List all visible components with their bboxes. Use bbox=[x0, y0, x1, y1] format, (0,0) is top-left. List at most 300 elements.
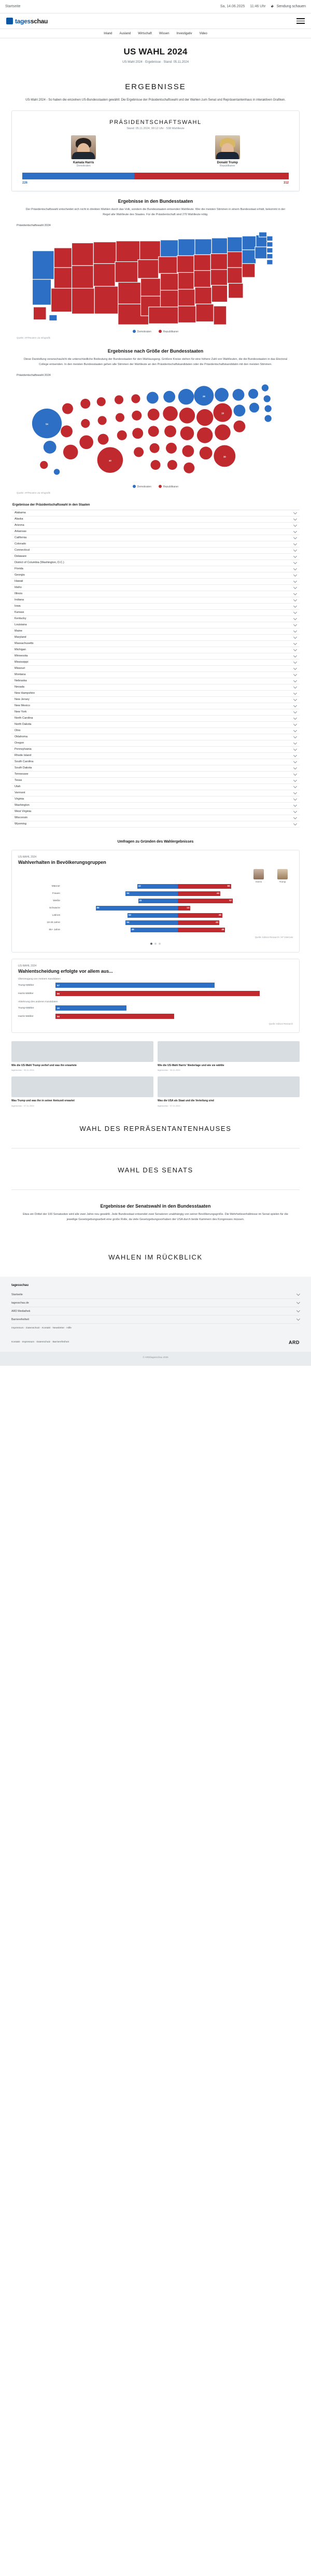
state-accordion-item[interactable] bbox=[11, 585, 300, 591]
chevron-down-icon bbox=[293, 666, 297, 670]
state-accordion-item[interactable] bbox=[11, 684, 300, 691]
teaser-1-title: Wie die US-Wahl Trump verlief und was ihn erwartete bbox=[11, 1063, 77, 1067]
teaser-2[interactable] bbox=[158, 1041, 300, 1072]
footer-row[interactable] bbox=[11, 1315, 300, 1324]
main-navigation bbox=[0, 29, 311, 38]
state-accordion-label: New York bbox=[15, 710, 27, 714]
chevron-down-icon bbox=[296, 1317, 300, 1321]
state-accordion-item[interactable] bbox=[11, 572, 300, 579]
poll-bar-harris bbox=[125, 920, 178, 925]
poll2-kicker: US-WAHL 2024 bbox=[18, 964, 37, 968]
state-accordion-item[interactable] bbox=[11, 809, 300, 815]
state-accordion-item[interactable] bbox=[11, 610, 300, 616]
chevron-down-icon bbox=[293, 716, 297, 720]
state-accordion-label: Washington bbox=[15, 804, 30, 807]
state-accordion-label: Georgia bbox=[15, 573, 25, 577]
teaser-4[interactable] bbox=[158, 1076, 300, 1107]
poll-value-trump: 55 bbox=[227, 885, 230, 888]
poll-row-track bbox=[63, 928, 293, 932]
poll1-candidate-heads bbox=[18, 869, 293, 883]
polls-title: Umfragen zu Gründen des Wahlergebnisses bbox=[117, 839, 194, 844]
hero-kicker: US-Wahl 2024 · Ergebnisse · Stand: 05.11.2024 bbox=[122, 61, 189, 64]
nav-item-inland[interactable]: Inland bbox=[104, 32, 112, 35]
chevron-down-icon bbox=[293, 542, 297, 545]
divider-2 bbox=[11, 1189, 300, 1190]
teaser-3-title: Was Trump und was ihn in seiner Amtszeit erwartet bbox=[11, 1099, 75, 1103]
review-title: WAHLEN IM RÜCKBLICK bbox=[108, 1253, 203, 1262]
chevron-down-icon bbox=[293, 747, 297, 751]
chevron-down-icon bbox=[293, 617, 297, 620]
chevron-down-icon bbox=[293, 809, 297, 813]
poll-row-label: Weiße bbox=[53, 900, 60, 903]
state-accordion-item[interactable] bbox=[11, 635, 300, 641]
chevron-down-icon bbox=[293, 704, 297, 707]
poll-row-track bbox=[63, 891, 293, 896]
state-accordion-item[interactable] bbox=[11, 753, 300, 759]
poll-motivation-row bbox=[18, 1005, 293, 1011]
chevron-down-icon bbox=[293, 722, 297, 726]
poll-value-harris: 54 bbox=[126, 892, 130, 895]
teaser-2-thumb bbox=[158, 1041, 300, 1062]
state-accordion-label: Arkansas bbox=[15, 530, 26, 534]
poll-row-track bbox=[63, 920, 293, 925]
poll-bar-trump bbox=[178, 928, 225, 932]
state-accordion-label: Nebraska bbox=[15, 679, 27, 683]
carousel-dot-2[interactable] bbox=[154, 943, 157, 945]
chevron-down-icon bbox=[293, 803, 297, 807]
state-accordion-item[interactable] bbox=[11, 765, 300, 772]
cartogram-svg bbox=[15, 378, 296, 482]
teaser-2-meta: tagesschau · 06.11.2024 bbox=[158, 1069, 180, 1072]
state-accordion-item[interactable] bbox=[11, 647, 300, 653]
harris-name: Kamala Harris bbox=[73, 161, 94, 164]
state-accordion-item[interactable] bbox=[11, 591, 300, 597]
trump-portrait bbox=[215, 135, 240, 159]
map2-paragraph: Diese Darstellung veranschaulicht die unterschiedliche Bedeutung der Bundesstaaten für den Wahlausgang. Größere Kreise stehen für eine höhere Zahl von Wahlleuten, die die Bundesstaaten in das Electoral College entsenden. In den meisten Bundesstaaten gehen alle Stimmen der Wahlleute an den Präsidentschaftskandidaten oder die Präsidentschaftskandidatin mit den meisten Stimmen. bbox=[23, 357, 288, 367]
electoral-values bbox=[22, 181, 289, 185]
state-accordion-item[interactable] bbox=[11, 728, 300, 734]
poll2-rows bbox=[18, 978, 293, 1019]
chevron-down-icon bbox=[293, 610, 297, 614]
senate-results-section bbox=[0, 1203, 311, 1223]
poll-demographic-row bbox=[18, 884, 293, 889]
poll-bar-harris bbox=[125, 891, 178, 896]
state-accordion-item[interactable] bbox=[11, 747, 300, 753]
state-accordion-item[interactable] bbox=[11, 709, 300, 716]
chevron-down-icon bbox=[293, 536, 297, 539]
chevron-down-icon bbox=[293, 697, 297, 701]
chevron-down-icon bbox=[293, 604, 297, 608]
poll-bar-harris bbox=[96, 906, 178, 911]
chevron-down-icon bbox=[293, 548, 297, 552]
poll-value-harris: 42 bbox=[138, 885, 141, 888]
teaser-3[interactable] bbox=[11, 1076, 153, 1107]
us-bubble-cartogram[interactable] bbox=[15, 378, 296, 482]
state-accordion-item[interactable] bbox=[11, 523, 300, 529]
poll1-note: Quelle: Edison Research / AP VoteCast bbox=[255, 935, 293, 939]
map1-source: Quelle: AP/Reuters via Infografik bbox=[17, 336, 51, 339]
state-accordion-item[interactable] bbox=[11, 740, 300, 747]
nav-item-wissen[interactable]: Wissen bbox=[159, 32, 169, 35]
state-accordion-label: Minnesota bbox=[15, 654, 28, 658]
poll-motivation-row bbox=[18, 991, 293, 997]
chevron-down-icon bbox=[293, 567, 297, 570]
results-title: ERGEBNISSE bbox=[125, 82, 186, 91]
state-accordion-label: South Dakota bbox=[15, 766, 32, 770]
teaser-3-thumb bbox=[11, 1076, 153, 1097]
state-accordion-label: Arizona bbox=[15, 524, 24, 527]
svg-text:54: 54 bbox=[46, 423, 48, 426]
footer-row-label: Startseite bbox=[11, 1293, 23, 1296]
state-accordion-item[interactable] bbox=[11, 579, 300, 585]
topbar-sound-label: Sendung schauen bbox=[276, 5, 306, 8]
poll-motivation-track bbox=[55, 1014, 293, 1019]
state-accordion-item[interactable] bbox=[11, 672, 300, 678]
poll-motivation-label: Harris-Wähler bbox=[18, 992, 34, 995]
legend2-democrat: Demokraten bbox=[133, 485, 151, 488]
state-accordion-label: Louisiana bbox=[15, 623, 27, 627]
poll-value-trump: 44 bbox=[217, 892, 220, 895]
poll-section-label: Ablehnung des anderen Kandidaten bbox=[18, 1000, 58, 1003]
state-accordion-label: Alaska bbox=[15, 517, 23, 521]
state-accordion-item[interactable] bbox=[11, 641, 300, 647]
poll-row-label: Frauen bbox=[52, 892, 60, 895]
news-teaser-row-1 bbox=[11, 1041, 300, 1072]
state-accordion-label: Illinois bbox=[15, 592, 23, 596]
teaser-1[interactable] bbox=[11, 1041, 153, 1072]
results-lead: US-Wahl 2024 - So haben die einzelnen US-Bundesstaaten gewählt: Die Ergebnisse der Präsidentschaftswahl und der Wahlen zum Senat und Repräsentantenhaus in interaktiven Grafiken. bbox=[25, 99, 286, 102]
teaser-1-thumb bbox=[11, 1041, 153, 1062]
poll-card-motivation bbox=[11, 959, 300, 1033]
poll-value-trump: 13 bbox=[187, 906, 190, 909]
state-accordion-item[interactable] bbox=[11, 516, 300, 523]
teaser-1-meta: tagesschau · 06.11.2024 bbox=[11, 1069, 34, 1072]
chevron-down-icon bbox=[293, 660, 297, 664]
state-accordion-label: Kentucky bbox=[15, 617, 26, 621]
teaser-4-meta: tagesschau · 07.11.2024 bbox=[158, 1104, 180, 1107]
footer-row-label: tagesschau.de bbox=[11, 1301, 29, 1305]
state-accordion-item[interactable] bbox=[11, 597, 300, 604]
state-accordion-label: Tennessee bbox=[15, 773, 29, 776]
poll-value-harris: 49 bbox=[131, 928, 134, 931]
brand-logo[interactable] bbox=[6, 18, 48, 25]
state-accordion-item[interactable] bbox=[11, 759, 300, 765]
nav-item-investigativ[interactable]: Investigativ bbox=[176, 32, 192, 35]
state-accordion-label: Connecticut bbox=[15, 549, 30, 552]
poll2-heading: Wahlentscheidung erfolgte vor allem aus... bbox=[18, 968, 113, 974]
nav-item-ausland[interactable]: Ausland bbox=[119, 32, 131, 35]
teaser-4-title: Was die USA als Staat und die Verteilung sind bbox=[158, 1099, 214, 1103]
state-accordion-item[interactable] bbox=[11, 510, 300, 516]
state-accordion-label: Maryland bbox=[15, 636, 26, 639]
chevron-down-icon bbox=[293, 685, 297, 689]
legend2-republican: Republikaner bbox=[159, 485, 178, 488]
poll-bar-trump bbox=[178, 906, 190, 911]
footer-rows bbox=[11, 1291, 300, 1324]
chevron-down-icon bbox=[293, 729, 297, 732]
brand-text bbox=[15, 18, 48, 25]
harris-portrait bbox=[71, 135, 96, 159]
chevron-down-icon bbox=[293, 791, 297, 794]
footer-row[interactable] bbox=[11, 1291, 300, 1299]
map1-section-label: Präsidentschaftswahl 2024 bbox=[17, 223, 51, 227]
poll-row-label: 65+ Jahre bbox=[49, 929, 60, 932]
state-accordion-label: District of Columbia (Washington, D.C.) bbox=[15, 561, 64, 565]
poll1-head-trump: Trump bbox=[277, 869, 288, 883]
state-accordion-item[interactable] bbox=[11, 566, 300, 572]
map2-legend bbox=[15, 485, 296, 488]
chevron-down-icon bbox=[293, 517, 297, 521]
map1-heading: Ergebnisse in den Bundesstaaten bbox=[118, 198, 193, 204]
chevron-down-icon bbox=[293, 654, 297, 657]
state-accordion-item[interactable] bbox=[11, 691, 300, 697]
state-accordion-item[interactable] bbox=[11, 734, 300, 740]
senate-results-heading: Ergebnisse der Senatswahl in den Bundesstaaten bbox=[100, 1203, 211, 1209]
house-title: WAHL DES REPRÄSENTANTENHAUSES bbox=[79, 1124, 232, 1132]
state-accordion-item[interactable] bbox=[11, 678, 300, 684]
svg-text:19: 19 bbox=[221, 412, 224, 415]
chevron-down-icon bbox=[293, 741, 297, 745]
footer-row[interactable] bbox=[11, 1299, 300, 1307]
poll-value-harris: 54 bbox=[126, 921, 130, 924]
chevron-down-icon bbox=[293, 648, 297, 651]
state-accordion-label: West Virginia bbox=[15, 810, 32, 814]
nav-item-video[interactable]: Video bbox=[199, 32, 207, 35]
state-accordion-item[interactable] bbox=[11, 666, 300, 672]
chevron-down-icon bbox=[293, 635, 297, 639]
state-accordion-label: Utah bbox=[15, 785, 21, 789]
state-accordion-item[interactable] bbox=[11, 622, 300, 628]
hero-section bbox=[0, 38, 311, 69]
svg-text:28: 28 bbox=[202, 395, 205, 398]
state-accordion-item[interactable] bbox=[11, 716, 300, 722]
chevron-down-icon bbox=[293, 592, 297, 595]
poll-bar-harris bbox=[128, 913, 178, 918]
trump-party: Republikaner bbox=[220, 164, 235, 167]
poll-motivation-row bbox=[18, 1014, 293, 1019]
topbar-date: Sa, 14.06.2025 bbox=[220, 5, 245, 8]
harris-party: Demokraten bbox=[76, 164, 91, 167]
poll-value-harris: 85 bbox=[96, 906, 100, 909]
state-accordion-item[interactable] bbox=[11, 604, 300, 610]
state-accordion-item[interactable] bbox=[11, 529, 300, 535]
carousel-dot-3[interactable] bbox=[159, 943, 161, 945]
map2-section bbox=[0, 348, 311, 494]
state-accordion-label: Oklahoma bbox=[15, 735, 28, 739]
state-accordion-item[interactable] bbox=[11, 548, 300, 554]
footer-title: tagesschau bbox=[11, 1284, 29, 1287]
poll-row-track bbox=[63, 899, 293, 903]
poll-demographic-row bbox=[18, 899, 293, 904]
poll-bar-trump bbox=[178, 920, 219, 925]
chevron-down-icon bbox=[293, 785, 297, 788]
state-accordion-item[interactable] bbox=[11, 772, 300, 778]
state-accordion-item[interactable] bbox=[11, 616, 300, 622]
poll-value-harris: 52 bbox=[129, 914, 132, 917]
poll-value-trump: 49 bbox=[221, 928, 224, 931]
chevron-down-icon bbox=[293, 735, 297, 738]
state-accordion-label: Virginia bbox=[15, 797, 24, 801]
chevron-down-icon bbox=[293, 641, 297, 645]
chevron-down-icon bbox=[293, 561, 297, 564]
state-accordion-label: South Carolina bbox=[15, 760, 34, 764]
state-accordion-item[interactable] bbox=[11, 796, 300, 803]
poll-motivation-row bbox=[18, 983, 293, 988]
chevron-down-icon bbox=[293, 822, 297, 825]
state-accordion-item[interactable] bbox=[11, 815, 300, 821]
state-accordion-label: Missouri bbox=[15, 667, 25, 670]
poll-demographic-row bbox=[18, 906, 293, 911]
footer-extra-links: Kontakt · Impressum · Datenschutz · Barrierefreiheit bbox=[11, 1341, 69, 1344]
electoral-bar-democrat bbox=[22, 173, 134, 179]
hamburger-menu-icon[interactable] bbox=[296, 18, 305, 24]
poll-motivation-track bbox=[55, 983, 293, 988]
poll-card-demographics bbox=[11, 850, 300, 953]
state-accordion-item[interactable] bbox=[11, 803, 300, 809]
state-accordion-label: Nevada bbox=[15, 685, 24, 689]
chevron-down-icon bbox=[296, 1309, 300, 1312]
poll-bar-trump bbox=[178, 891, 220, 896]
footer-row-label: ARD Mediathek bbox=[11, 1309, 31, 1313]
teaser-2-title: Wie die US-Wahl Harris' Niederlage und wie sie wählte bbox=[158, 1063, 224, 1067]
poll-value-trump: 46 bbox=[218, 914, 221, 917]
trump-name: Donald Trump bbox=[217, 161, 238, 164]
state-accordion-item[interactable] bbox=[11, 821, 300, 828]
electoral-bar-republican bbox=[134, 173, 289, 179]
chevron-down-icon bbox=[293, 554, 297, 558]
state-accordion-item[interactable] bbox=[11, 778, 300, 784]
presidential-subtitle: Stand: 05.11.2024, 00:12 Uhr · 538 Wahlleute bbox=[126, 127, 185, 130]
state-accordion-label: Wisconsin bbox=[15, 816, 28, 820]
state-accordion-item[interactable] bbox=[11, 784, 300, 790]
poll-motivation-bar: 30 bbox=[55, 1005, 126, 1011]
state-accordion-item[interactable] bbox=[11, 790, 300, 796]
footer-row[interactable] bbox=[11, 1307, 300, 1315]
state-accordion-label: Delaware bbox=[15, 555, 27, 558]
poll-bar-harris bbox=[131, 928, 178, 932]
chevron-down-icon bbox=[293, 816, 297, 819]
state-accordion-label: Michigan bbox=[15, 648, 26, 652]
poll1-head-harris: Harris bbox=[253, 869, 264, 883]
legend-democrat: Demokraten bbox=[133, 330, 151, 333]
state-accordion-label: Massachusetts bbox=[15, 642, 34, 646]
state-accordion-item[interactable] bbox=[11, 541, 300, 548]
poll-row-track bbox=[63, 906, 293, 911]
topbar-home-link[interactable]: Startseite bbox=[5, 5, 21, 8]
state-accordion-label: Maine bbox=[15, 629, 22, 633]
poll-bar-harris bbox=[137, 884, 178, 889]
state-accordion-item[interactable] bbox=[11, 703, 300, 709]
state-accordion-item[interactable] bbox=[11, 660, 300, 666]
state-accordion-item[interactable] bbox=[11, 722, 300, 728]
us-choropleth-map[interactable] bbox=[15, 228, 296, 327]
poll-motivation-bar: 86 bbox=[55, 991, 260, 996]
poll-row-label: Schwarze bbox=[49, 907, 60, 910]
state-accordion-label: North Carolina bbox=[15, 717, 33, 720]
chevron-down-icon bbox=[293, 573, 297, 577]
nav-item-wirtschaft[interactable]: Wirtschaft bbox=[138, 32, 152, 35]
topbar-sound-toggle[interactable] bbox=[271, 5, 306, 9]
teaser-3-meta: tagesschau · 07.11.2024 bbox=[11, 1104, 34, 1107]
chevron-down-icon bbox=[293, 710, 297, 713]
chevron-down-icon bbox=[293, 766, 297, 769]
presidential-title: PRÄSIDENTSCHAFTSWAHL bbox=[109, 119, 202, 125]
poll1-heading: Wahlverhalten in Bevölkerungsgruppen bbox=[18, 859, 106, 865]
us-map-svg bbox=[15, 228, 296, 327]
svg-text:40: 40 bbox=[109, 459, 111, 462]
map1-legend bbox=[15, 330, 296, 333]
state-accordion-item[interactable] bbox=[11, 628, 300, 635]
brand-mark-icon bbox=[6, 18, 13, 24]
ard-logo: ARD bbox=[289, 1339, 300, 1345]
state-accordion-item[interactable] bbox=[11, 653, 300, 660]
chevron-down-icon bbox=[293, 585, 297, 589]
footer-links: Impressum · Datenschutz · Kontakt · Newsletter · Hilfe bbox=[11, 1327, 72, 1330]
chevron-down-icon bbox=[293, 772, 297, 776]
map2-source: Quelle: AP/Reuters via Infografik bbox=[17, 491, 51, 494]
state-accordion-item[interactable] bbox=[11, 560, 300, 566]
chevron-down-icon bbox=[293, 691, 297, 695]
poll-motivation-bar: 67 bbox=[55, 983, 215, 988]
teaser-4-thumb bbox=[158, 1076, 300, 1097]
chevron-down-icon bbox=[293, 523, 297, 527]
poll-value-trump: 43 bbox=[216, 921, 219, 924]
poll-bar-trump bbox=[178, 884, 231, 889]
poll-carousel-dots[interactable] bbox=[18, 943, 293, 945]
poll-motivation-track bbox=[55, 991, 293, 996]
state-accordion-label: Hawaii bbox=[15, 580, 23, 583]
poll-motivation-label: Trump-Wähler bbox=[18, 984, 34, 987]
state-accordion-label: Iowa bbox=[15, 605, 21, 608]
chevron-down-icon bbox=[293, 511, 297, 514]
states-accordion bbox=[11, 510, 300, 828]
carousel-dot-1[interactable] bbox=[150, 943, 152, 945]
state-accordion-label: Idaho bbox=[15, 586, 22, 590]
state-accordion-label: Alabama bbox=[15, 511, 26, 515]
chevron-down-icon bbox=[293, 778, 297, 782]
chevron-down-icon bbox=[296, 1292, 300, 1296]
poll-demographic-row bbox=[18, 891, 293, 897]
brand-main: tages bbox=[15, 17, 31, 25]
state-accordion-label: Mississippi bbox=[15, 661, 29, 664]
state-accordion-item[interactable] bbox=[11, 554, 300, 560]
candidate-row bbox=[19, 135, 292, 167]
poll-motivation-label: Harris-Wähler bbox=[18, 1015, 34, 1018]
poll-value-trump: 57 bbox=[229, 899, 232, 902]
chevron-down-icon bbox=[293, 623, 297, 626]
state-accordion-label: New Jersey bbox=[15, 698, 30, 702]
senate-title: WAHL DES SENATS bbox=[118, 1166, 193, 1174]
state-accordion-label: New Hampshire bbox=[15, 692, 35, 695]
poll-section-label: Überzeugung von meinem Kandidaten bbox=[18, 977, 61, 981]
candidate-trump bbox=[166, 135, 289, 167]
poll1-kicker: US-WAHL 2024 bbox=[18, 855, 37, 859]
poll-bar-trump bbox=[178, 899, 233, 903]
chevron-down-icon bbox=[293, 629, 297, 633]
site-footer bbox=[0, 1277, 311, 1352]
senate-results-paragraph: Etwa ein Drittel der 100 Senatssitze wird alle zwei Jahre neu gewählt. Jede Bundesstaat entsendet zwei Senatoren unabhängig von seiner Bevölkerungsgröße. Die Mehrheitsverhältnisse im Senat spielen für die jeweilige Gesetzgebungsarbeit eine große Rolle, da viele Gesetzgebungsvorhaben der USA durch beide Kammern des Kongresses müssen. bbox=[23, 1212, 288, 1221]
map1-section bbox=[0, 199, 311, 339]
state-accordion-label: Florida bbox=[15, 567, 23, 571]
page-title: US WAHL 2024 bbox=[123, 47, 188, 57]
map2-section-label: Präsidentschaftswahl 2024 bbox=[17, 373, 51, 377]
poll1-rows bbox=[18, 884, 293, 933]
chevron-down-icon bbox=[293, 753, 297, 757]
state-accordion-item[interactable] bbox=[11, 535, 300, 541]
chevron-down-icon bbox=[293, 679, 297, 682]
chevron-down-icon bbox=[293, 797, 297, 801]
state-accordion-item[interactable] bbox=[11, 697, 300, 703]
